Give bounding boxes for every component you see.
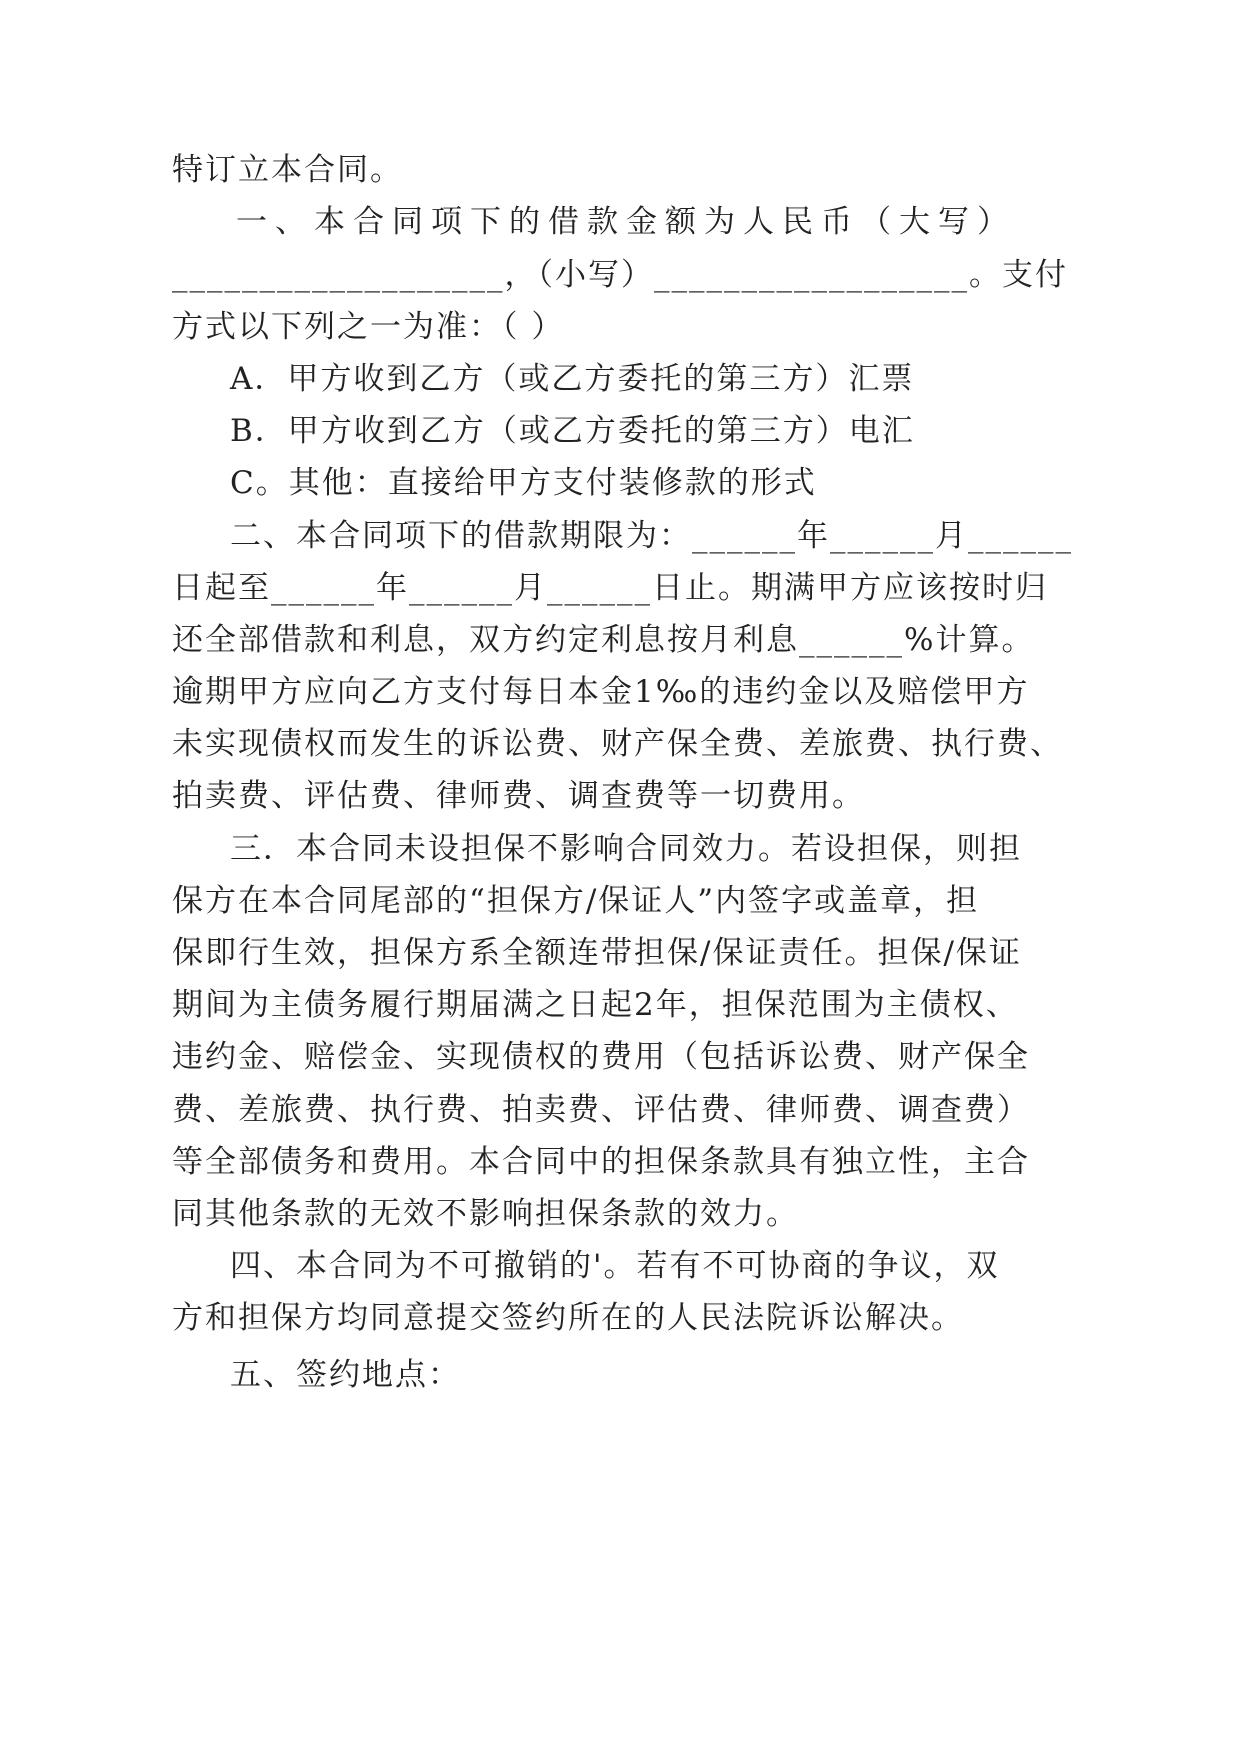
clause-2-heading: 二、本合同项下的借款期限为：______年______月______ — [230, 518, 1073, 554]
text-line: 日起至______年______月______日止。期满甲方应该按时归 — [172, 570, 1048, 606]
option-c: C。其他：直接给甲方支付装修款的形式 — [230, 465, 817, 501]
option-a: A．甲方收到乙方（或乙方委托的第三方）汇票 — [230, 361, 915, 397]
text-line: 保方在本合同尾部的“担保方/保证人”内签字或盖章，担 — [172, 883, 980, 919]
text-line: ___________________，（小写）__________________。支付 — [172, 257, 1068, 293]
text-line: 还全部借款和利息，双方约定利息按月利息______%计算。 — [172, 622, 1035, 658]
text-line: 方式以下列之一为准：（ ） — [172, 309, 565, 345]
text-line: 等全部债务和费用。本合同中的担保条款具有独立性，主合 — [172, 1144, 1030, 1180]
clause-3-heading: 三．本合同未设担保不影响合同效力。若设担保，则担 — [230, 831, 1022, 867]
text-line: 逾期甲方应向乙方支付每日本金1‰的违约金以及赔偿甲方 — [172, 674, 1030, 710]
clause-4-heading: 四、本合同为不可撤销的'。若有不可协商的争议，双 — [230, 1248, 1000, 1284]
clause-5-heading: 五、签约地点： — [230, 1357, 461, 1393]
clause-1-heading: 一、本合同项下的借款金额为人民币（大写） — [236, 204, 1016, 240]
text-line: 未实现债权而发生的诉讼费、财产保全费、差旅费、执行费、 — [172, 726, 1063, 762]
option-b: B．甲方收到乙方（或乙方委托的第三方）电汇 — [230, 413, 915, 449]
text-line: 同其他条款的无效不影响担保条款的效力。 — [172, 1196, 799, 1232]
text-line: 费、差旅费、执行费、拍卖费、评估费、律师费、调查费） — [172, 1092, 1030, 1128]
text-line: 违约金、赔偿金、实现债权的费用（包括诉讼费、财产保全 — [172, 1039, 1030, 1075]
text-line: 方和担保方均同意提交签约所在的人民法院诉讼解决。 — [172, 1300, 964, 1336]
text-line: 拍卖费、评估费、律师费、调查费等一切费用。 — [172, 778, 865, 814]
text-line: 保即行生效，担保方系全额连带担保/保证责任。担保/保证 — [172, 935, 1022, 971]
text-line: 期间为主债务履行期届满之日起2年，担保范围为主债权、 — [172, 987, 1019, 1023]
text-line: 特订立本合同。 — [172, 152, 403, 188]
